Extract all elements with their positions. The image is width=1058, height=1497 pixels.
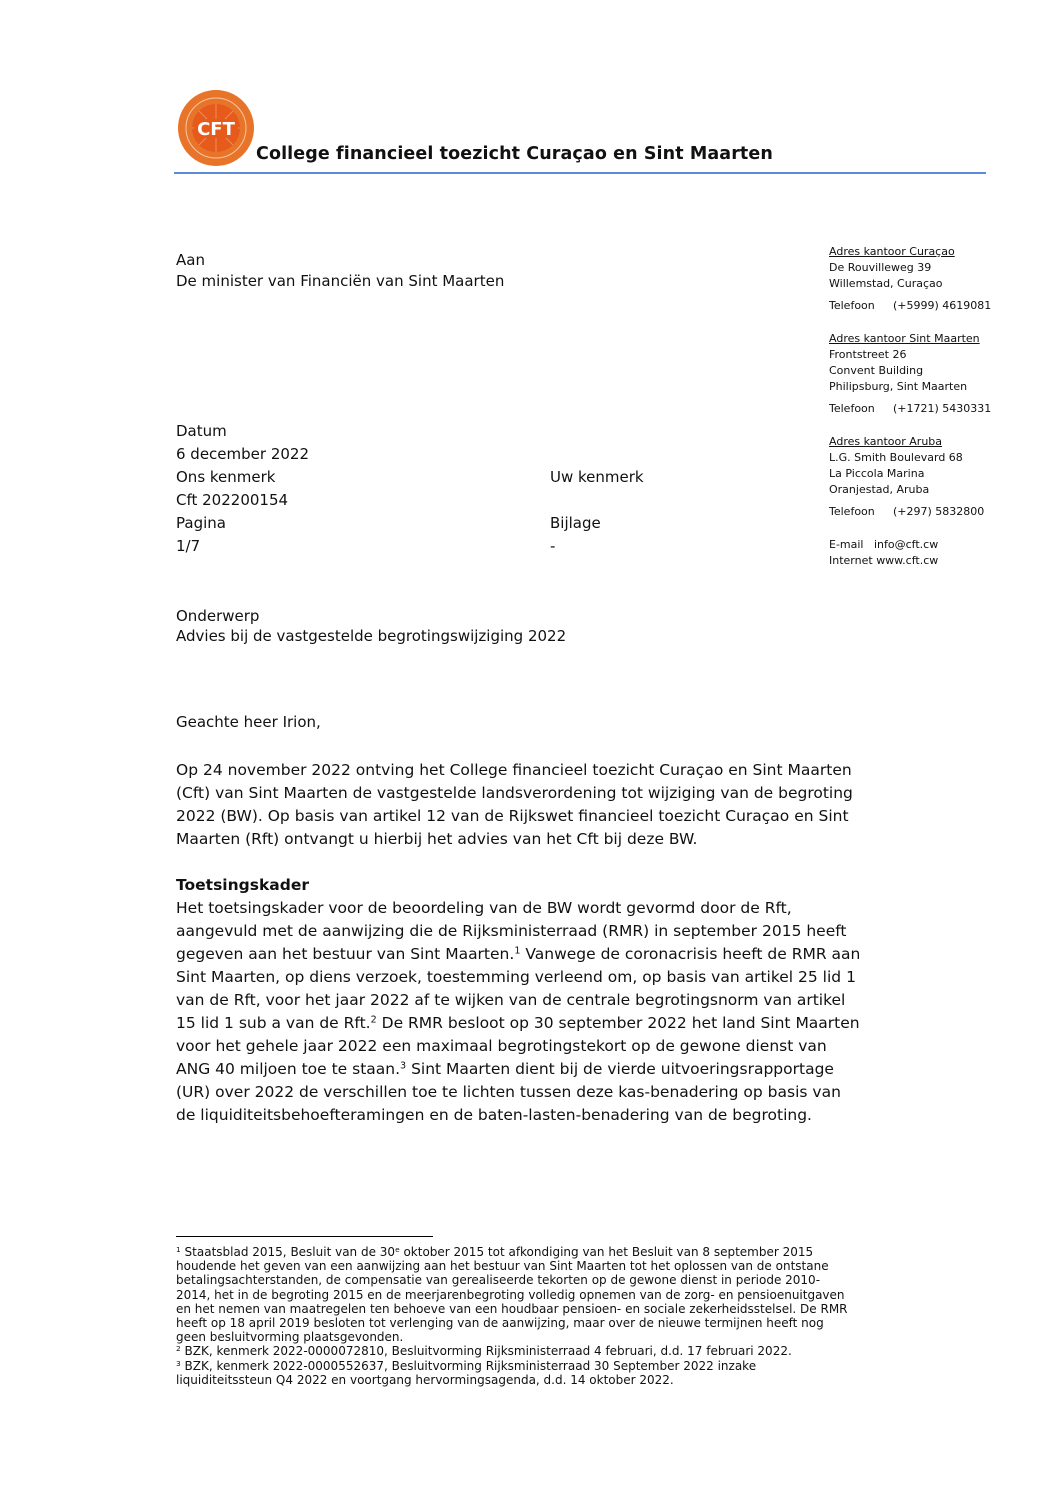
page-value: 1/7 [176,537,201,555]
office-sint-maarten-phone: Telefoon (+1721) 5430331 [829,402,992,415]
section-toetsingskader [176,874,896,1127]
our-reference-label: Ons kenmerk [176,468,276,486]
paragraph-line: Op 24 november 2022 ontving het College financieel toezicht Curaçao en Sint Maarten [176,761,852,779]
office-sint-maarten-building: Convent Building [829,364,924,377]
paragraph-line: Sint Maarten, op diens verzoek, toestemming verleend om, op basis van artikel 25 lid 1 [176,968,856,986]
page-label: Pagina [176,514,226,532]
intro-paragraph [176,759,896,851]
section-heading: Toetsingskader [176,876,309,894]
footnote-1: $^1$ Staatsblad 2015, Besluit van de 30e oktober 2015 tot afkondiging van het Besluit van 8 september 2015 houdende het geven van een aanwijzing aan het bestuur van Sint Maarten tot het oplossen van de ontstane betalingsachterstanden, de compensatie van gerealiseerde tekorten op de gewone dienst in periode 2010- 2014, het in de begroting 2015 en de meerjarenbegroting volledig opnemen van de zorg- en pensioenuitgaven en het nemen van maatregelen ten behoeve van een houdbaar pensioen- en sociale zekerheidsstelsel. De RMR heeft op 18 april 2019 besloten tot verlenging van de aanwijzing, maar over de nieuwe termijnen heeft nog geen besluitvorming plaatsgevonden. [176,1244,848,1345]
svg-text:CFT: CFT [197,119,235,140]
attachment-value: - [550,537,556,555]
office-curacao [829,244,991,314]
paragraph-line: Maarten (Rft) ontvangt u hierbij het advies van het Cft bij deze BW. [176,830,698,848]
office-curacao-phone: Telefoon (+5999) 4619081 [829,299,992,312]
office-sint-maarten-city: Philipsburg, Sint Maarten [829,380,968,393]
office-aruba-city: Oranjestad, Aruba [829,483,930,496]
office-aruba [829,434,984,520]
office-curacao-street: De Rouvilleweg 39 [829,261,932,274]
office-sint-maarten-heading: Adres kantoor Sint Maarten [829,332,980,345]
your-reference-label: Uw kenmerk [550,468,644,486]
office-sint-maarten [829,331,991,417]
footnote-ref-2[interactable]: 2 [370,1014,377,1026]
our-reference-value: Cft 202200154 [176,491,289,509]
internet-line: Internet www.cft.cw [829,554,939,567]
paragraph-line: (Cft) van Sint Maarten de vastgestelde landsverordening tot wijziging van de begroting [176,784,853,802]
office-curacao-city: Willemstad, Curaçao [829,277,943,290]
organization-title: College financieel toezicht Curaçao en Sint Maarten [256,144,773,164]
footnote-divider [176,1236,433,1237]
attachment-label: Bijlage [550,514,601,532]
office-aruba-street: L.G. Smith Boulevard 68 [829,451,963,464]
paragraph-line: de liquiditeitsbehoefteramingen en de baten-lasten-benadering van de begroting. [176,1106,812,1124]
paragraph-line: gegeven aan het bestuur van Sint Maarten.$^1$ Vanwege de coronacrisis heeft de RMR aan [176,945,861,963]
date-label: Datum [176,422,227,440]
footnote-2: $^2$ BZK, kenmerk 2022-0000072810, Besluitvorming Rijksministerraad 4 februari, d.d. 17 februari 2022. [176,1344,792,1359]
office-aruba-heading: Adres kantoor Aruba [829,435,943,448]
email-line: E-mail info@cft.cw [829,538,939,551]
paragraph-line: 2022 (BW). Op basis van artikel 12 van de Rijkswet financieel toezicht Curaçao en Sint [176,807,849,825]
date-value: 6 december 2022 [176,445,310,463]
paragraph-line: van de Rft, voor het jaar 2022 af te wijken van de centrale begrotingsnorm van artikel [176,991,846,1009]
paragraph-line: ANG 40 miljoen toe te staan.$^3$ Sint Maarten dient bij de vierde uitvoeringsrapportage [176,1060,834,1078]
office-aruba-phone: Telefoon (+297) 5832800 [829,505,985,518]
email-link[interactable]: info@cft.cw [874,538,939,551]
footnote-ref-3[interactable]: 3 [400,1060,407,1072]
footnote-ref-1[interactable]: 1 [514,945,521,957]
subject-label: Onderwerp [176,607,260,625]
office-aruba-building: La Piccola Marina [829,467,925,480]
footnotes [176,1245,876,1387]
office-curacao-heading: Adres kantoor Curaçao [829,245,955,258]
addressee-name: De minister van Financiën van Sint Maarten [176,272,505,290]
contact-info [829,537,938,569]
header-divider [174,172,986,174]
paragraph-line: Het toetsingskader voor de beoordeling van de BW wordt gevormd door de Rft, [176,899,792,917]
addressee-label: Aan [176,251,205,269]
office-sint-maarten-street: Frontstreet 26 [829,348,907,361]
footnote-3: $^3$ BZK, kenmerk 2022-0000552637, Besluitvorming Rijksministerraad 30 September 2022 inzake liquiditeitssteun Q4 2022 en voortgang hervormingsagenda, d.d. 14 oktober 2022. [176,1358,757,1387]
paragraph-line: (UR) over 2022 de verschillen toe te lichten tussen deze kas-benadering op basis van [176,1083,841,1101]
paragraph-line: voor het gehele jaar 2022 een maximaal begrotingstekort op de gewone dienst van [176,1037,827,1055]
salutation: Geachte heer Irion, [176,713,321,731]
paragraph-line: 15 lid 1 sub a van de Rft.$^2$ De RMR besloot op 30 september 2022 het land Sint Maarten [176,1014,860,1032]
cft-logo [176,88,256,168]
paragraph-line: aangevuld met de aanwijzing die de Rijksministerraad (RMR) in september 2015 heeft [176,922,847,940]
subject-value: Advies bij de vastgestelde begrotingswijziging 2022 [176,627,567,645]
website-link[interactable]: www.cft.cw [876,554,939,567]
